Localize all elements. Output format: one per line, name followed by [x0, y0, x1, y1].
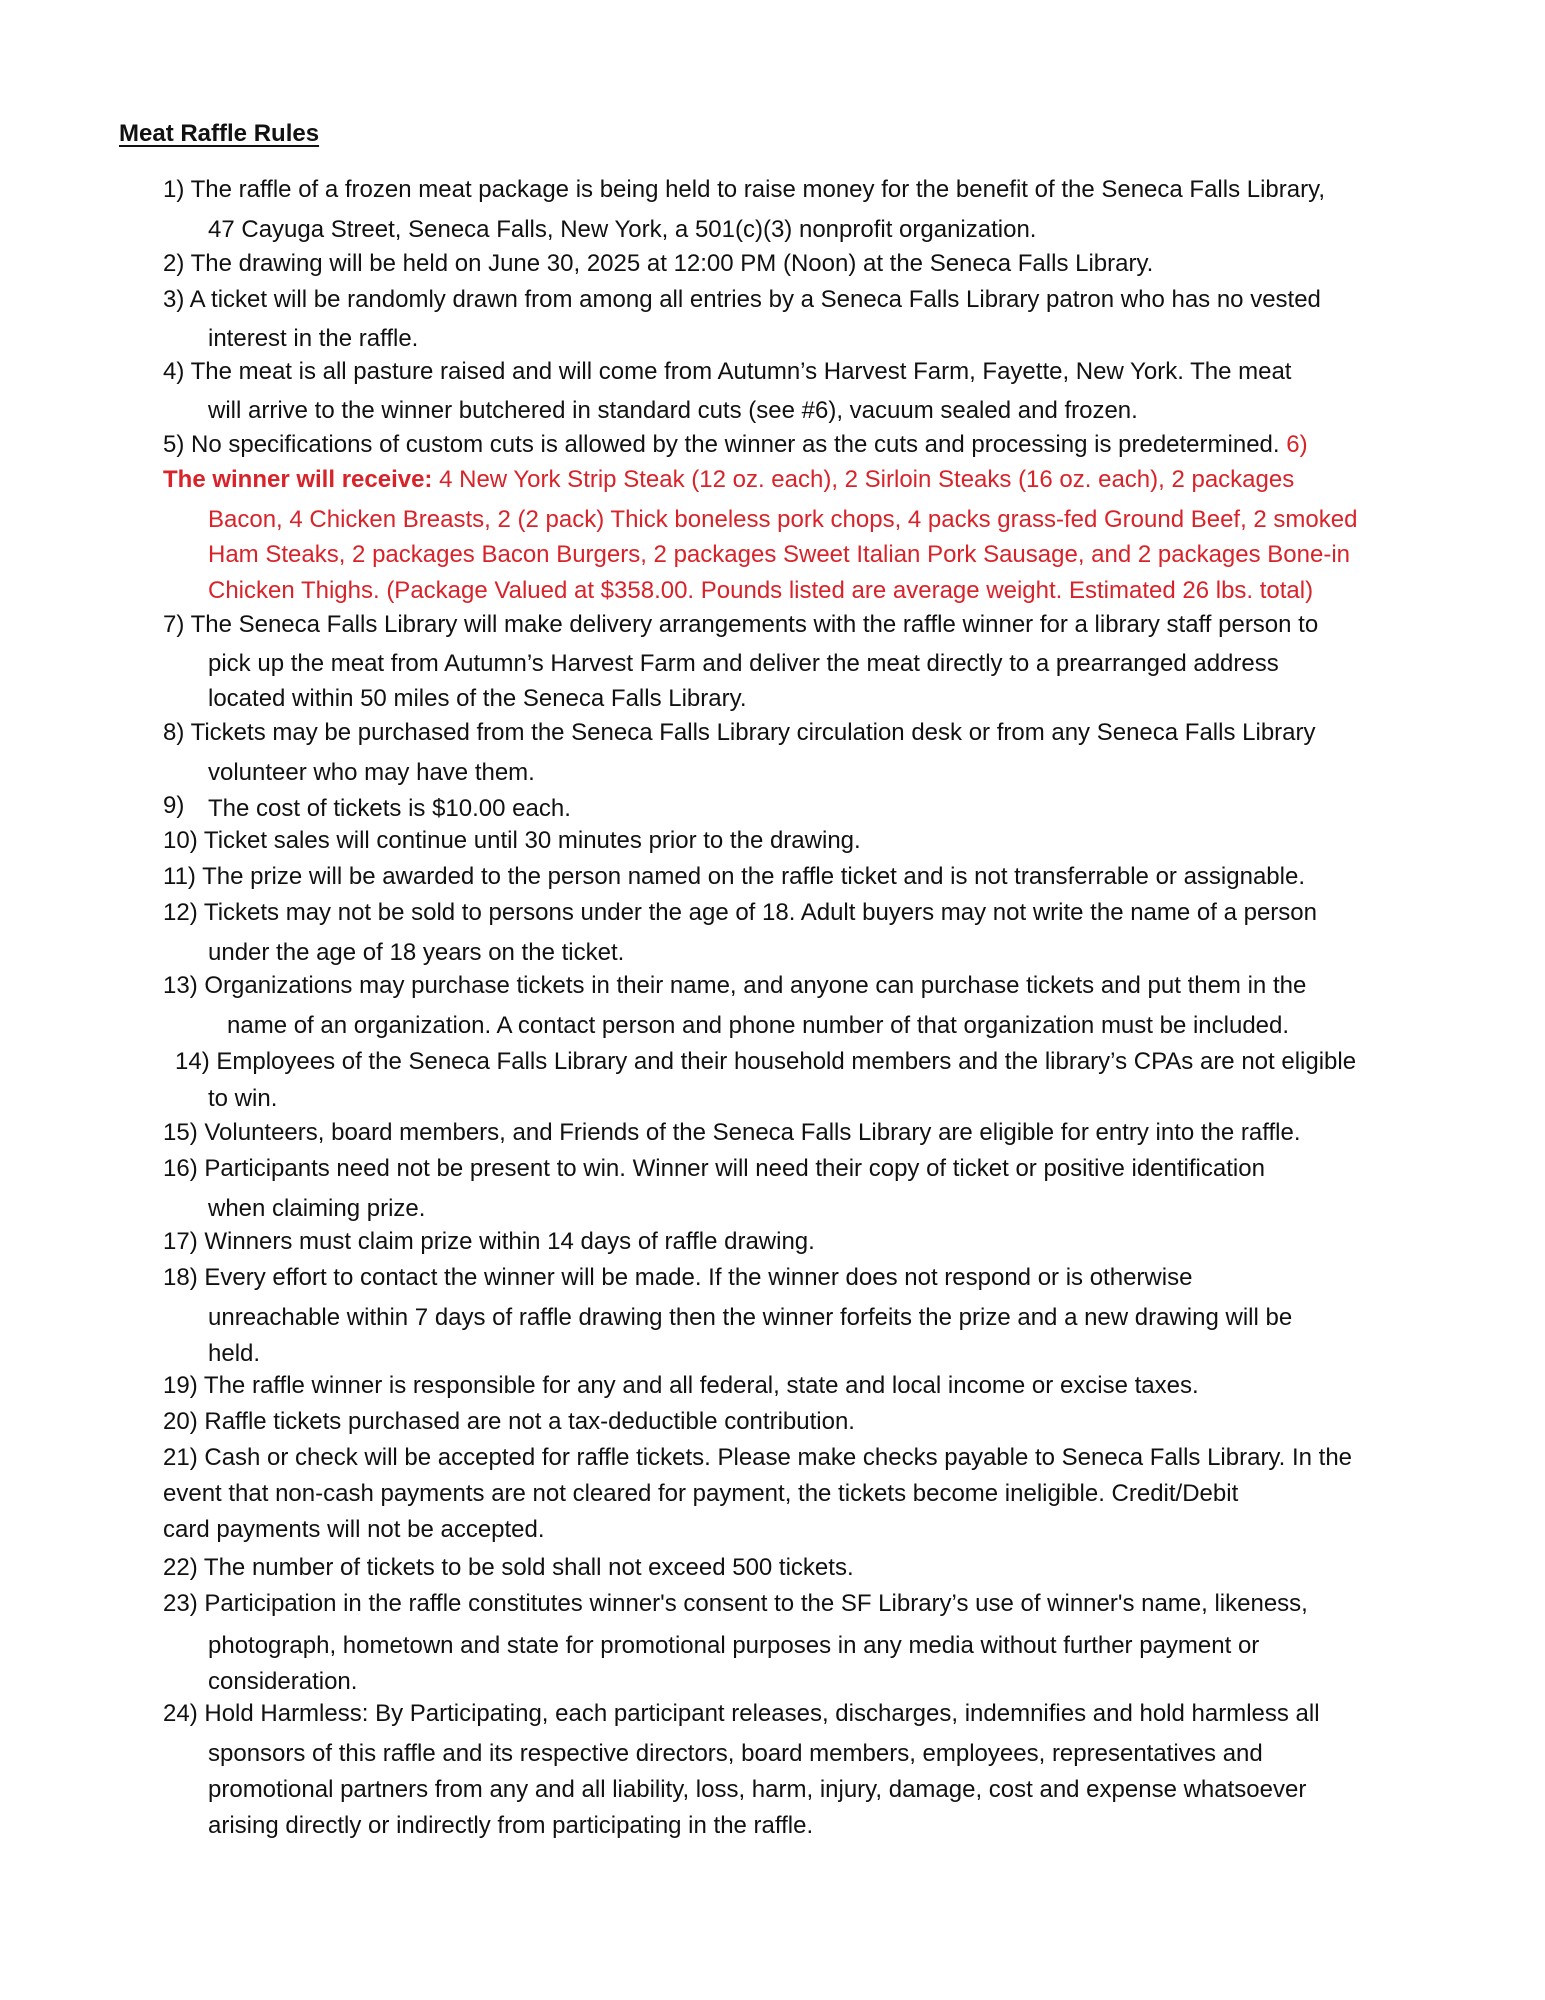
- rule-24-line-3: promotional partners from any and all liability, loss, harm, injury, damage, cost and expense whatsoever: [208, 1776, 1307, 1803]
- rule-6-line-4: Chicken Thighs. (Package Valued at $358.00. Pounds listed are average weight. Estimated 26 lbs. total): [208, 577, 1314, 604]
- rule-7-line-2: pick up the meat from Autumn’s Harvest Farm and deliver the meat directly to a prearranged address: [208, 650, 1279, 677]
- rule-4-line-1: 4) The meat is all pasture raised and will come from Autumn’s Harvest Farm, Fayette, New York. The meat: [163, 358, 1292, 385]
- rule-9-number: 9): [163, 792, 185, 819]
- rule-23-line-2: photograph, hometown and state for promotional purposes in any media without further payment or: [208, 1632, 1260, 1659]
- rule-12-line-1: 12) Tickets may not be sold to persons under the age of 18. Adult buyers may not write the name of a person: [163, 899, 1317, 926]
- rule-10: 10) Ticket sales will continue until 30 minutes prior to the drawing.: [163, 827, 861, 854]
- rule-6-text: 4 New York Strip Steak (12 oz. each), 2 Sirloin Steaks (16 oz. each), 2 packages: [439, 466, 1295, 493]
- rule-6-number: 6): [1286, 431, 1308, 458]
- rule-6-line-3: Ham Steaks, 2 packages Bacon Burgers, 2 packages Sweet Italian Pork Sausage, and 2 packages Bone-in: [208, 541, 1351, 568]
- rule-6-line-1: [163, 468, 1294, 492]
- rule-3-line-2: interest in the raffle.: [208, 325, 419, 352]
- rule-21-line-3: card payments will not be accepted.: [163, 1516, 545, 1543]
- rule-9: The cost of tickets is $10.00 each.: [208, 795, 571, 822]
- rule-1-line-2: 47 Cayuga Street, Seneca Falls, New York, a 501(c)(3) nonprofit organization.: [208, 216, 1037, 243]
- rule-6-line-2: Bacon, 4 Chicken Breasts, 2 (2 pack) Thick boneless pork chops, 4 packs grass-fed Ground Beef, 2 smoked: [208, 506, 1358, 533]
- rule-4-line-2: will arrive to the winner butchered in standard cuts (see #6), vacuum sealed and frozen.: [208, 397, 1138, 424]
- rule-23-line-3: consideration.: [208, 1668, 358, 1695]
- rule-11: 11) The prize will be awarded to the person named on the raffle ticket and is not transferrable or assignable.: [163, 863, 1305, 890]
- page-title: Meat Raffle Rules: [119, 120, 320, 147]
- rule-17: 17) Winners must claim prize within 14 days of raffle drawing.: [163, 1228, 815, 1255]
- rule-24-line-2: sponsors of this raffle and its respective directors, board members, employees, representatives and: [208, 1740, 1263, 1767]
- rule-20: 20) Raffle tickets purchased are not a tax-deductible contribution.: [163, 1408, 855, 1435]
- rule-5-text: 5) No specifications of custom cuts is allowed by the winner as the cuts and processing is predetermined.: [163, 431, 1280, 458]
- rule-6-label: The winner will receive:: [163, 466, 433, 493]
- rule-13-line-1: 13) Organizations may purchase tickets in their name, and anyone can purchase tickets and put them in the: [163, 972, 1307, 999]
- rule-8-line-2: volunteer who may have them.: [208, 759, 535, 786]
- rule-15: 15) Volunteers, board members, and Friends of the Seneca Falls Library are eligible for entry into the raffle.: [163, 1119, 1301, 1146]
- rule-8-line-1: 8) Tickets may be purchased from the Seneca Falls Library circulation desk or from any Seneca Falls Library: [163, 719, 1316, 746]
- rule-18-line-3: held.: [208, 1340, 261, 1367]
- rule-13-line-2: name of an organization. A contact person and phone number of that organization must be included.: [227, 1012, 1290, 1039]
- rule-3-line-1: 3) A ticket will be randomly drawn from among all entries by a Seneca Falls Library patron who has no vested: [163, 286, 1321, 313]
- rule-14-line-1: 14) Employees of the Seneca Falls Library and their household members and the library’s CPAs are not eligible: [175, 1048, 1357, 1075]
- rule-19: 19) The raffle winner is responsible for any and all federal, state and local income or excise taxes.: [163, 1372, 1199, 1399]
- rule-7-line-3: located within 50 miles of the Seneca Falls Library.: [208, 685, 747, 712]
- rule-5: [163, 433, 1308, 457]
- rule-18-line-1: 18) Every effort to contact the winner will be made. If the winner does not respond or is otherwise: [163, 1264, 1193, 1291]
- rule-24-line-1: 24) Hold Harmless: By Participating, each participant releases, discharges, indemnifies and hold harmless all: [163, 1700, 1320, 1727]
- rule-16-line-1: 16) Participants need not be present to win. Winner will need their copy of ticket or positive identification: [163, 1155, 1265, 1182]
- rule-2: 2) The drawing will be held on June 30, 2025 at 12:00 PM (Noon) at the Seneca Falls Library.: [163, 250, 1154, 277]
- rule-23-line-1: 23) Participation in the raffle constitutes winner's consent to the SF Library’s use of winner's name, likeness,: [163, 1590, 1308, 1617]
- rule-21-line-1: 21) Cash or check will be accepted for raffle tickets. Please make checks payable to Seneca Falls Library. In the: [163, 1444, 1353, 1471]
- rule-7-line-1: 7) The Seneca Falls Library will make delivery arrangements with the raffle winner for a library staff person to: [163, 611, 1319, 638]
- rule-14-line-2: to win.: [208, 1085, 278, 1112]
- rule-22: 22) The number of tickets to be sold shall not exceed 500 tickets.: [163, 1554, 854, 1581]
- rule-21-line-2: event that non-cash payments are not cleared for payment, the tickets become ineligible. Credit/Debit: [163, 1480, 1239, 1507]
- rule-12-line-2: under the age of 18 years on the ticket.: [208, 939, 625, 966]
- rule-1-line-1: 1) The raffle of a frozen meat package is being held to raise money for the benefit of the Seneca Falls Library,: [163, 176, 1325, 203]
- rule-18-line-2: unreachable within 7 days of raffle drawing then the winner forfeits the prize and a new drawing will be: [208, 1304, 1293, 1331]
- rule-24-line-4: arising directly or indirectly from participating in the raffle.: [208, 1812, 814, 1839]
- rule-16-line-2: when claiming prize.: [208, 1195, 426, 1222]
